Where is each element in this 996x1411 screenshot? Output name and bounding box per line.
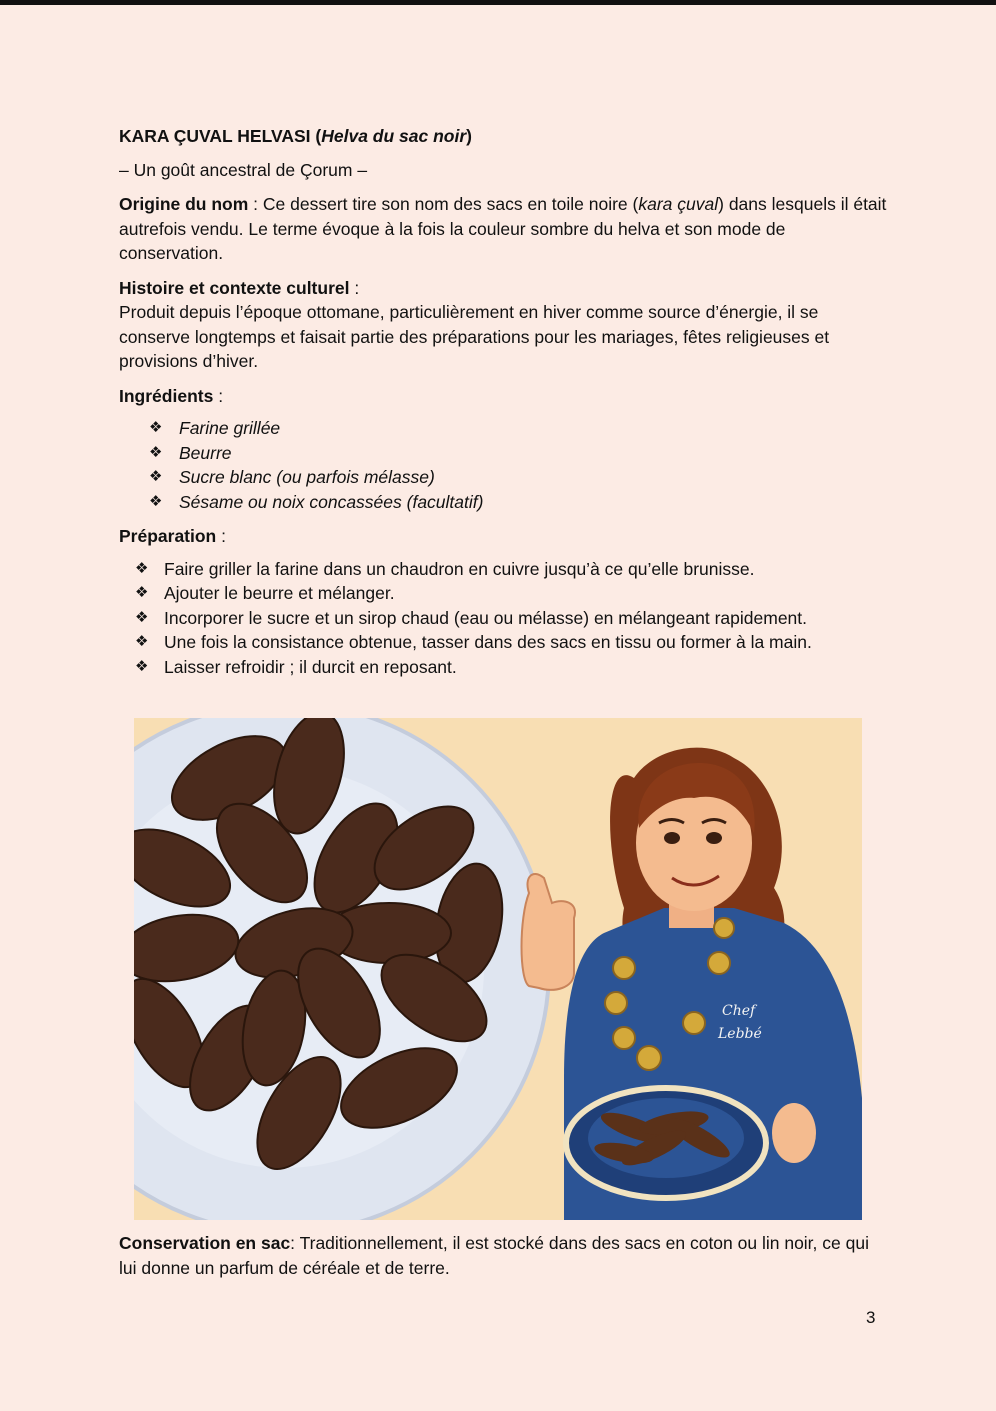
preparation-heading: Préparation [119,526,217,546]
origin-text-before: : Ce dessert tire son nom des sacs en toile noire ( [248,194,639,214]
history-text: Produit depuis l’époque ottomane, particulièrement en hiver comme source d’énergie, il se conserve longtemps et faisait partie des préparations pour les mariages, fêtes religieuses et provisions d’hiver. [119,302,830,371]
history-colon: : [349,277,360,298]
recipe-illustration [134,718,862,1220]
title-italic: Helva du sac noir [321,126,467,146]
list-item [135,655,889,680]
subtitle: – Un goût ancestral de Çorum – [119,159,368,180]
origin-heading: Origine du nom [119,194,249,214]
bullet-icon: ❖ [149,468,163,485]
page-title [119,124,889,149]
list-item [149,465,889,490]
ingredients-heading: Ingrédients [119,385,214,406]
helva-plate-photo [134,718,549,1220]
step-text: Ajouter le beurre et mélanger. [164,583,395,603]
list-item [135,630,889,655]
history-section [119,276,889,374]
title-main: KARA ÇUVAL HELVASI ( [119,126,322,146]
ingredient-text: Beurre [179,442,232,463]
list-item [135,606,889,631]
step-text: Incorporer le sucre et un sirop chaud (eau ou mélasse) en mélangeant rapidement. [164,607,808,628]
bullet-icon: ❖ [135,633,149,650]
origin-text-after: ) dans lesquels il était autrefois vendu. Le terme évoque à la fois la couleur sombre du helva et son mode de conservation. [119,194,887,263]
bullet-icon: ❖ [149,419,163,436]
chef-cartoon [522,748,863,1220]
list-item [135,557,889,582]
thumbs-up-icon [522,874,575,990]
bullet-icon: ❖ [135,559,149,577]
conservation-heading: Conservation en sac [119,1233,291,1253]
conservation-section [119,1231,879,1280]
bullet-icon: ❖ [135,608,149,626]
top-border [0,0,996,5]
recipe-text [119,124,889,679]
ingredient-text: Farine grillée [179,418,281,438]
chef-badge-line1: Chef [722,1003,756,1019]
bullet-icon: ❖ [135,584,149,601]
origin-italic: kara çuval [638,194,719,214]
step-text: Faire griller la farine dans un chaudron en cuivre jusqu’à ce qu’elle brunisse. [164,558,755,579]
origin-section [119,192,889,266]
list-item [149,490,889,515]
illustration-svg [134,718,862,1220]
list-item [149,441,889,466]
preparation-list [119,557,889,680]
preparation-colon: : [216,526,226,546]
ingredient-text: Sucre blanc (ou parfois mélasse) [179,467,435,487]
step-text: Une fois la consistance obtenue, tasser dans des sacs en tissu ou former à la main. [164,632,812,652]
conservation-text: : Traditionnellement, il est stocké dans des sacs en coton ou lin noir, ce qui lui donne un parfum de céréale et de terre. [119,1233,869,1278]
history-heading: Histoire et contexte culturel [119,277,350,298]
ingredients-heading-row [119,384,889,409]
bullet-icon: ❖ [149,443,163,461]
bullet-icon: ❖ [135,657,149,675]
list-item [149,416,889,441]
ingredients-list [119,416,889,514]
chef-badge-line2: Lebbé [718,1026,762,1042]
title-close: ) [466,126,472,146]
preparation-heading-row [119,524,889,549]
step-text: Laisser refroidir ; il durcit en reposant. [164,656,457,677]
bullet-icon: ❖ [149,492,163,510]
list-item [135,581,889,606]
page-number: 3 [866,1308,876,1327]
ingredients-colon: : [213,385,224,406]
ingredient-text: Sésame ou noix concassées (facultatif) [179,491,484,512]
